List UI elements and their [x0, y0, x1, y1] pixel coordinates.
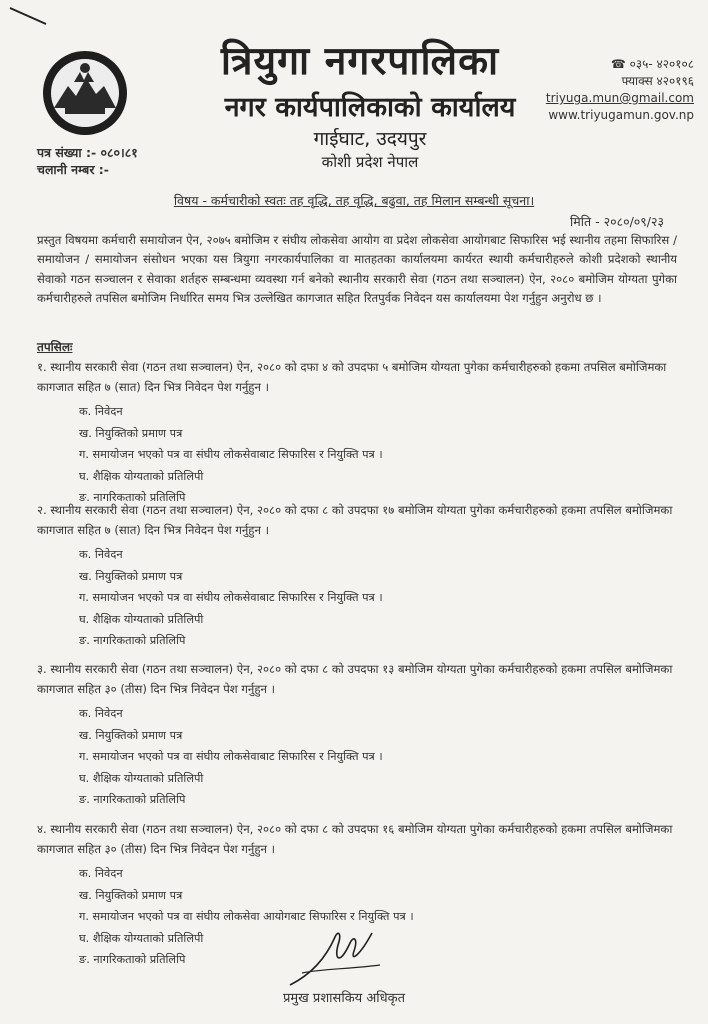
list-item: ख. नियुक्तिको प्रमाण पत्र	[79, 569, 183, 583]
document-list	[37, 544, 677, 652]
reference-block	[37, 144, 138, 178]
dispatch-number: चलानी नम्बर :-	[37, 162, 109, 177]
document-list	[37, 401, 677, 509]
office-name: नगर कार्यपालिकाको कार्यालय	[224, 92, 516, 123]
list-item: घ. शैक्षिक योग्यताको प्रतिलिपी	[79, 612, 204, 626]
intro-paragraph: प्रस्तुत विषयमा कर्मचारी समायोजन ऐन, २०७५ बमोजिम र संघीय लोकसेवा आयोग वा प्रदेश लोकसेवा आयोगबाट सिफारिस भई स्थानीय तहमा सिफारिस / समायोजन / समायोजन संसोधन भएका यस त्रियुगा नगरकार्यपालिका वा मातहतका कार्यालयमा कार्यरत स्थायी कर्मचारीहरुले कोशी प्रदेशको स्थानीय सेवाको गठन सञ्चालन र सेवाका शर्तहरु सम्बन्धमा व्यवस्था गर्न बनेको स्थानीय सरकारी सेवा (गठन तथा सञ्चालन) ऐन, २०८० बमोजिम योग्यता पुगेका कर्मचारीहरुले तपसिल बमोजिम निर्धारित समय भित्र उल्लेखित कागजात सहित रितपुर्वक निवेदन यस कार्यालयमा पेश गर्नुहुन अनुरोध छ ।	[37, 233, 677, 306]
schedule-label: तपसिलः	[37, 340, 73, 354]
website-link[interactable]: www.triyugamun.gov.np	[548, 108, 694, 122]
schedule-section-1	[37, 357, 677, 509]
list-item: ग. समायोजन भएको पत्र वा संघीय लोकसेवाबाट सिफारिस र नियुक्ति पत्र ।	[79, 448, 383, 461]
fax-number: फ्याक्स ४२०१९६	[621, 74, 694, 88]
section-text: ४. स्थानीय सरकारी सेवा (गठन तथा सञ्चालन) ऐन, २०८० को दफा ८ को उपदफा १६ बमोजिम योग्यता पुगेका कर्मचारीहरुको हकमा तपसिल बमोजिमका कागजात सहित ३० (तीस) दिन भित्र निवेदन पेश गर्नुहुन ।	[37, 822, 673, 856]
phone-number: ☎ ०३५- ४२०१०८	[610, 57, 694, 71]
letter-date: मिति - २०८०/०९/२३	[570, 214, 664, 229]
list-item: ङ. नागरिकताको प्रतिलिपि	[79, 491, 186, 504]
office-province: कोशी प्रदेश नेपाल	[321, 153, 419, 171]
list-item: क. निवेदन	[79, 867, 123, 880]
office-place: गाईघाट, उदयपुर	[313, 128, 427, 150]
list-item: ख. नियुक्तिको प्रमाण पत्र	[79, 888, 183, 902]
list-item: ग. समायोजन भएको पत्र वा संघीय लोकसेवा आयोगबाट सिफारिस र नियुक्ति पत्र ।	[79, 910, 414, 923]
list-item: क. निवेदन	[79, 707, 123, 720]
list-item: घ. शैक्षिक योग्यताको प्रतिलिपी	[79, 931, 204, 945]
list-item: ख. नियुक्तिको प्रमाण पत्र	[79, 728, 183, 742]
contact-block	[514, 56, 694, 124]
list-item: ङ. नागरिकताको प्रतिलिपि	[79, 953, 186, 966]
pen-stroke-mark	[8, 4, 48, 28]
list-item: क. निवेदन	[79, 405, 123, 418]
section-text: १. स्थानीय सरकारी सेवा (गठन तथा सञ्चालन) ऐन, २०८० को दफा ४ को उपदफा ५ बमोजिम योग्यता पुगेका कर्मचारीहरुको हकमा तपसिल बमोजिमका कागजात सहित ७ (सात) दिन भित्र निवेदन पेश गर्नुहुन ।	[37, 360, 667, 394]
org-name: त्रियुगा नगरपालिका	[220, 39, 500, 84]
section-text: २. स्थानीय सरकारी सेवा (गठन तथा सञ्चालन) ऐन, २०८० को दफा ८ को उपदफा १७ बमोजिम योग्यता पुगेका कर्मचारीहरुको हकमा तपसिल बमोजिमका कागजात सहित ७ (सात) दिन भित्र निवेदन पेश गर्नुहुन ।	[37, 503, 673, 537]
nepal-emblem-icon	[40, 48, 130, 138]
list-item: घ. शैक्षिक योग्यताको प्रतिलिपी	[79, 771, 204, 785]
list-item: क. निवेदन	[79, 548, 123, 561]
section-text: ३. स्थानीय सरकारी सेवा (गठन तथा सञ्चालन) ऐन, २०८० को दफा ८ को उपदफा १३ बमोजिम योग्यता पुगेका कर्मचारीहरुको हकमा तपसिल बमोजिमका कागजात सहित ३० (तीस) दिन भित्र निवेदन पेश गर्नुहुन ।	[37, 662, 673, 696]
list-item: ग. समायोजन भएको पत्र वा संघीय लोकसेवाबाट सिफारिस र नियुक्ति पत्र ।	[79, 591, 383, 604]
list-item: घ. शैक्षिक योग्यताको प्रतिलिपी	[79, 469, 204, 483]
schedule-section-3	[37, 659, 677, 811]
document-list	[37, 703, 677, 811]
letter-number: पत्र संख्या :- ०८०।८१	[37, 145, 138, 160]
list-item: ख. नियुक्तिको प्रमाण पत्र	[79, 426, 183, 440]
email-link[interactable]: triyuga.mun@gmail.com	[545, 91, 694, 105]
subject-line: विषय - कर्मचारीको स्वतः तह वृद्धि, तह वृद्धि, बढुवा, तह मिलान सम्बन्धी सूचना।	[173, 193, 535, 208]
signature-icon	[280, 925, 390, 995]
list-item: ङ. नागरिकताको प्रतिलिपि	[79, 634, 186, 647]
list-item: ङ. नागरिकताको प्रतिलिपि	[79, 793, 186, 806]
signatory-title: प्रमुख प्रशासकिय अधिकृत	[283, 991, 406, 1006]
list-item: ग. समायोजन भएको पत्र वा संघीय लोकसेवाबाट सिफारिस र नियुक्ति पत्र ।	[79, 750, 383, 763]
schedule-section-2	[37, 500, 677, 652]
